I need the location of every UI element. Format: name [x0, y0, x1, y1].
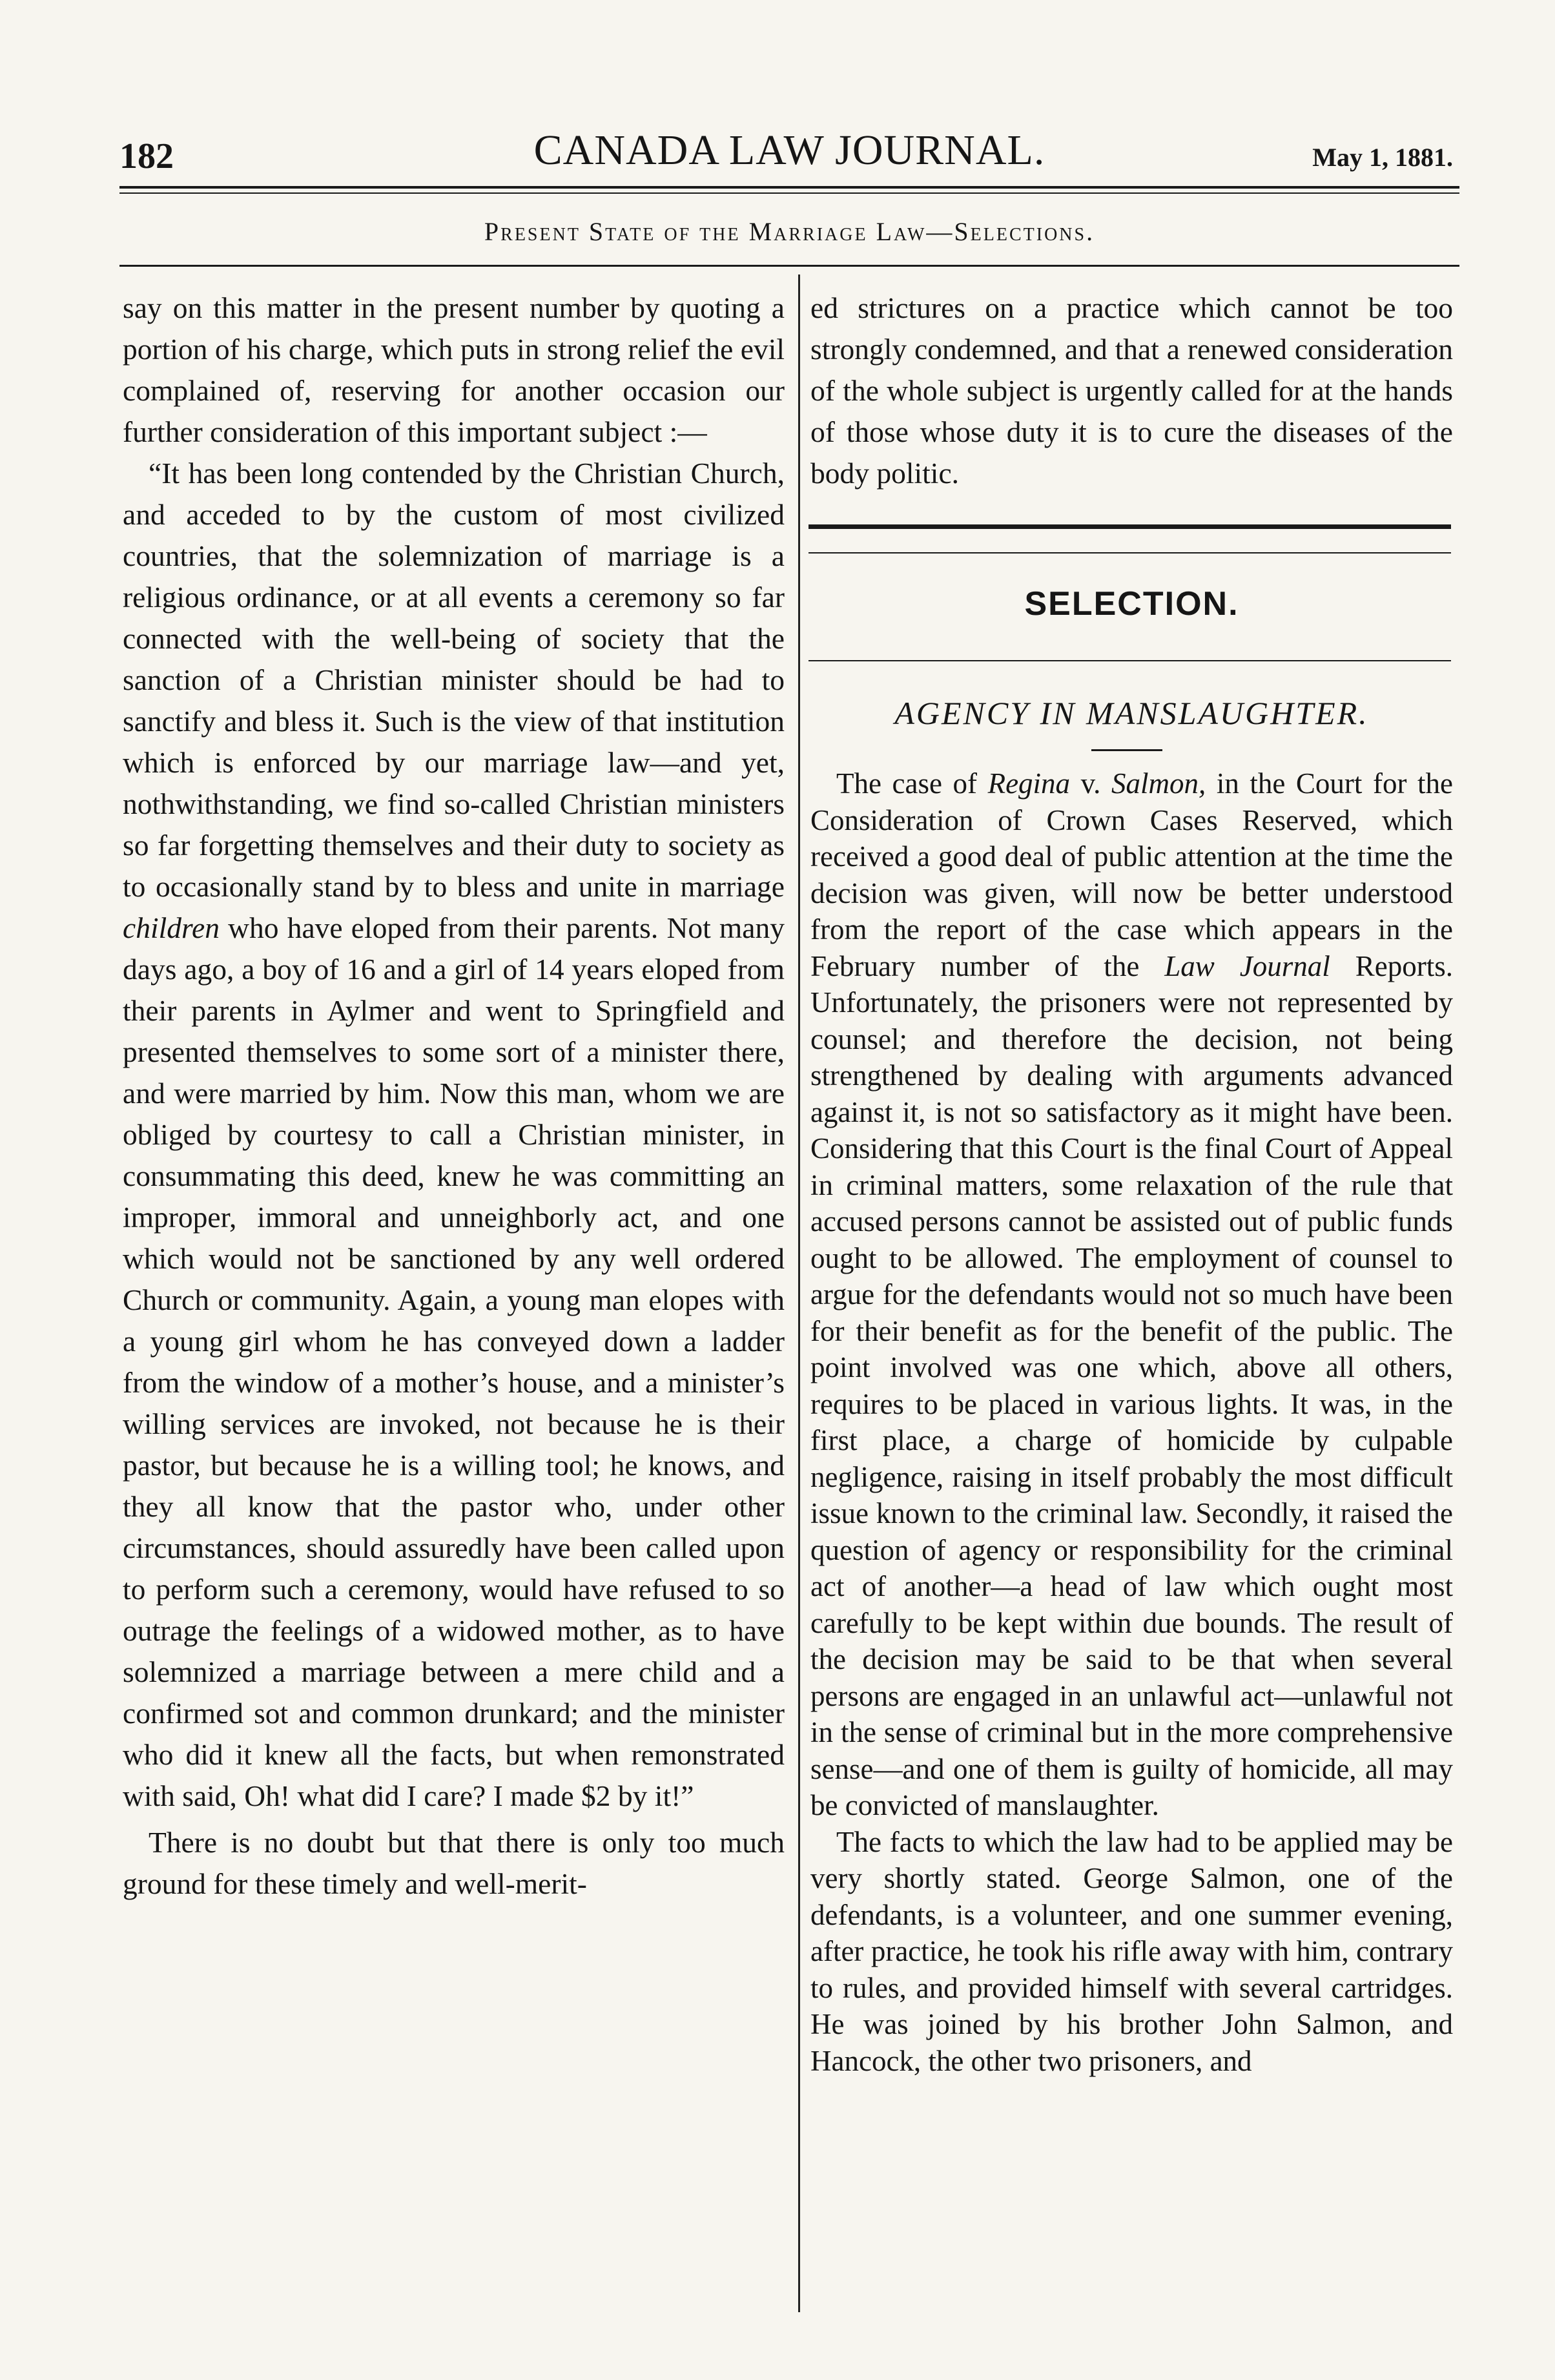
journal-name: Law Journal — [1164, 949, 1330, 982]
issue-date: May 1, 1881. — [1312, 143, 1453, 172]
running-head — [119, 123, 1459, 181]
header-rule-thin — [119, 192, 1459, 194]
selection-rule-bottom — [808, 660, 1451, 661]
selection-rule-thin — [808, 552, 1451, 554]
selection-heading: SELECTION. — [1024, 585, 1239, 623]
section-head: Present State of the Marriage Law—Selections. — [484, 217, 1095, 246]
section-rule — [119, 265, 1459, 267]
right-column-article — [810, 765, 1453, 2079]
article-text: The case of — [836, 767, 988, 800]
column-divider — [798, 274, 800, 2312]
article-paragraph-1 — [810, 765, 1453, 1824]
journal-title: CANADA LAW JOURNAL. — [533, 127, 1045, 174]
italic-children: children — [123, 911, 220, 944]
left-paragraph-2 — [123, 453, 785, 1817]
left-paragraph-3: There is no doubt but that there is only too much ground for these timely and well-merit- — [123, 1826, 785, 1900]
left-paragraph-1: say on this matter in the present number by quoting a portion of his charge, which puts in strong relief the evil complained of, reserving for another occasion our further consideration of this important subject :— — [123, 291, 785, 448]
right-continuation: ed strictures on a practice which cannot be too strongly condemned, and that a renewed consideration of the whole subject is urgently called for at the hands of those whose duty it is to cure the diseases of the body politic. — [810, 291, 1453, 490]
title-dash — [1091, 749, 1162, 751]
case-name-salmon: Salmon, — [1111, 767, 1206, 800]
page-number: 182 — [119, 136, 174, 176]
article-text: Reports. Unfortunately, the prisoners were not represented by counsel; and therefore the decision, not being strengthened by dealing with arguments advanced against it, is not so satisfactory as it might have been. Considering that this Court is the final Court of Appeal in criminal matters, some relaxation of the rule that accused persons cannot be assisted out of public funds ought to be allowed. The employment of counsel to argue for the defendants would not so much have been for their benefit as for the benefit of the public. The point involved was one which, above all others, requires to be placed in various lights. It was, in the first place, a charge of homicide by culpable negligence, raising in itself probably the most difficult issue known to the criminal law. Secondly, it raised the question of agency or responsibility for the criminal act of another—a head of law which ought most carefully to be kept within due bounds. The result of the decision may be said to be that when several persons are engaged in an unlawful act—unlawful not in the sense of criminal but in the more comprehensive sense—and one of them is guilty of homicide, all may be convicted of manslaughter. — [810, 949, 1453, 1821]
selection-rule-thick — [808, 524, 1451, 529]
left-column — [123, 287, 785, 1905]
article-text: v. — [1070, 767, 1111, 800]
left-paragraph-2-text-cont: who have eloped from their parents. Not many days ago, a boy of 16 and a girl of 14 years eloped from their parents in Aylmer and went to Springfield and presented themselves to some sort of a minister there, and were married by him. Now this man, whom we are obliged by courtesy to call a Christian minister, in consummating this deed, knew he was committing an improper, immoral and unneighborly act, and one which would not be sanctioned by any well ordered Church or community. Again, a young man elopes with a young girl whom he has conveyed down a ladder from the window of a mother’s house, and a minister’s willing services are invoked, not because he is their pastor, but because he is a willing tool; he knows, and they all know that the pastor who, under other circumstances, should assuredly have been called upon to perform such a ceremony, would have refused to so outrage the feelings of a widowed mother, as to have solemnized a marriage between a mere child and a confirmed sot and common drunkard; and the minister who did it knew all the facts, but when remonstrated with said, Oh! what did I care? I made $2 by it!” — [123, 911, 785, 1812]
right-column-top — [810, 287, 1453, 494]
article-text: in the Court for the Consideration of Crown Cases Reserved, which received a good deal of public attention at the time the decision was given, will now be better understood from the report of the case which appears in the February number of the — [810, 767, 1453, 982]
case-name-regina: Regina — [987, 767, 1071, 800]
header-rule — [119, 186, 1459, 189]
article-title: AGENCY IN MANSLAUGHTER. — [894, 695, 1369, 731]
left-paragraph-2-text: “It has been long contended by the Christian Church, and acceded to by the custom of most civilized countries, that the solemnization of marriage is a religious ordinance, or at all events a ceremony so far connected with the well-being of society that the sanction of a Christian minister should be had to sanctify and bless it. Such is the view of that institution which is enforced by our marriage law—and yet, nothwithstanding, we find so-called Christian ministers so far forgetting themselves and their duty to society as to occasionally stand by to bless and unite in marriage — [123, 457, 785, 903]
article-paragraph-2: The facts to which the law had to be applied may be very shortly stated. George Salmon, one of the defendants, is a volunteer, and one summer evening, after practice, he took his rifle away with him, contrary to rules, and provided himself with several cartridges. He was joined by his brother John Salmon, and Hancock, the other two prisoners, and — [810, 1825, 1453, 2077]
